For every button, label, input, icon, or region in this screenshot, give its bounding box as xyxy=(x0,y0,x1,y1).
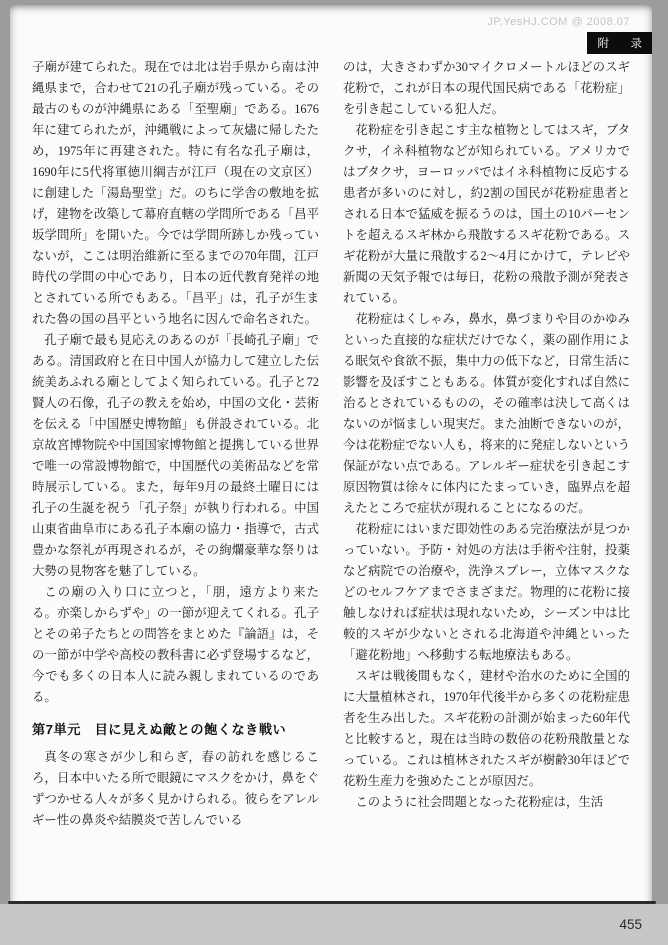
paragraph: 花粉症を引き起こす主な植物としてはスギ，ブタクサ，イネ科植物などが知られている。アメリカではブタクサ，ヨーロッパではイネ科植物に反応する患者が多いのに対し，約2割の国民が花粉症患者とされる日本で猛威を振るうのは，国土の10パーセントを超えるスギ林から飛散するスギ花粉である。スギ花粉が大量に飛散する2～4月にかけて，テレビや新聞の天気予報では毎日，花粉の飛散予測が発表されている。 xyxy=(343,123,630,305)
right-column xyxy=(343,57,630,895)
scanner-background xyxy=(0,904,668,945)
two-column-text xyxy=(32,57,630,895)
site-watermark: JP.YesHJ.COM @ 2008.07 xyxy=(487,16,630,28)
paragraph: このように社会問題となった花粉症は，生活 xyxy=(355,795,604,809)
appendix-corner-tab: 附 录 xyxy=(587,32,653,54)
paragraph: のは，大きさわずか30マイクロメートルほどのスギ花粉で，これが日本の現代国民病である「花粉症」を引き起こしている犯人だ。 xyxy=(343,60,630,116)
page-number: 455 xyxy=(619,917,642,932)
paragraph: 孔子廟で最も見応えのあるのが「長崎孔子廟」である。清国政府と在日中国人が協力して建立した伝統美あふれる廟としてよく知られている。孔子と72賢人の石像，孔子の教えを始め，中国の文化・芸術を伝える「中国歴史博物館」も併設されている。北京故宮博物院や中国国家博物館と提携している世界で唯一の常設博物館で，中国歴代の美術品などを常時展示している。また，毎年9月の最終土曜日には孔子の生誕を祝う「孔子祭」が執り行われる。中国山東省曲阜市にある孔子本廟の協力・指導で，古式豊かな祭礼が再現されるが，その絢爛豪華な祭りは大勢の見物客を魅了している。 xyxy=(32,333,319,578)
paragraph: この廟の入り口に立つと，「朋，遠方より来たる。亦楽しからずや」の一節が迎えてくれる。孔子とその弟子たちとの問答をまとめた『論語』は，その一節が中学や高校の教科書に必ず登場するなど，今でも多くの日本人に読み親しまれているのである。 xyxy=(32,585,319,704)
paragraph: 花粉症にはいまだ即効性のある完治療法が見つかっていない。予防・対処の方法は手術や注射，投薬など病院での治療や，洗浄スプレー，立体マスクなどのセルフケアまでさまざまだ。物理的に花粉に接触しなければ症状は現れないため，シーズン中は比較的スギが少ないとされる北海道や沖縄といった「避花粉地」へ移動する転地療法もある。 xyxy=(343,522,630,662)
paragraph: 子廟が建てられた。現在では北は岩手県から南は沖縄県まで，合わせて21の孔子廟が残っている。その最古のものが沖縄県にある「至聖廟」である。1676年に建てられたが，沖縄戦によって灰燼に帰したため，1975年に再建された。特に有名な孔子廟は，1690年に5代将軍徳川綱吉が江戸（現在の文京区）に創建した「湯島聖堂」だ。のちに学舎の敷地を拡げ，建物を改築して幕府直轄の学問所である「昌平坂学問所」を開いた。今では学問所跡しか残っていないが，ここは明治維新に至るまでの70年間，江戸時代の学問の中心であり，日本の近代教育発祥の地とされている所でもある。「昌平」は，孔子が生まれた魯の国の昌平という地名に因んで命名された。 xyxy=(32,60,319,326)
paragraph: 花粉症はくしゃみ，鼻水，鼻づまりや目のかゆみといった直接的な症状だけでなく，薬の副作用による眠気や食欲不振，集中力の低下など，日常生活に影響を及ぼすこともある。体質が変化すれば自然に治るとされているものの，その確率は決して高くはないのが悩ましい現実だ。また油断できないのが，今は花粉症でない人も，将来的に発症しないという保証がない点である。アレルギー症状を引き起こす原因物質は徐々に体内にたまっていき，臨界点を超えたところで症状が現れることになるのだ。 xyxy=(343,312,630,515)
left-column xyxy=(32,57,319,895)
paragraph: 真冬の寒さが少し和らぎ，春の訪れを感じるころ，日本中いたる所で眼鏡にマスクをかけ，鼻をぐずつかせる人々が多く見かけられる。彼らをアレルギー性の鼻炎や結膜炎で苦しんでいる xyxy=(32,750,319,827)
section-heading: 第7単元 目に見えぬ敵との飽くなき戦い xyxy=(32,722,287,737)
paragraph: スギは戦後間もなく，建材や治水のために全国的に大量植林され，1970年代後半から多くの花粉症患者を生み出した。スギ花粉の計測が始まった60年代と比較すると，現在は当時の数倍の花粉飛散量となっている。これは植林されたスギが樹齢30年ほどで花粉生産力を強めたことが原因だ。 xyxy=(343,669,630,788)
page xyxy=(10,5,652,903)
